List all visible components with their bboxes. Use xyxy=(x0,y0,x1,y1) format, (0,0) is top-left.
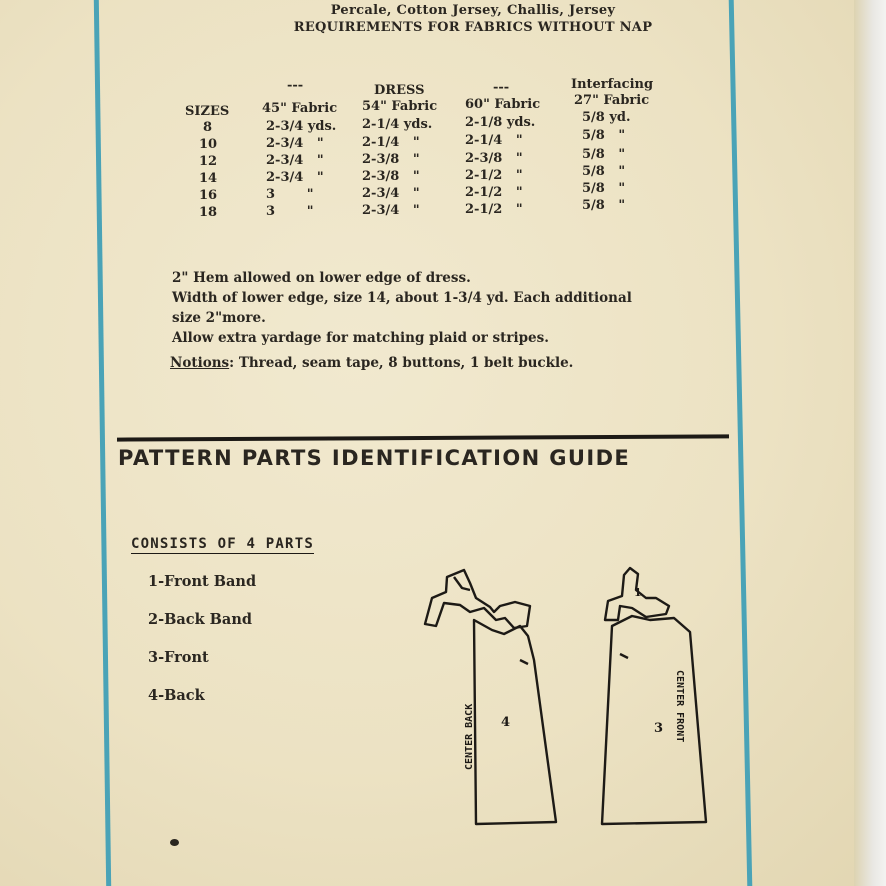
front-band-number: 1 xyxy=(634,586,642,599)
note-hem: 2" Hem allowed on lower edge of dress. xyxy=(172,270,471,286)
table-cell: 2-3/4 " xyxy=(266,136,324,151)
table-cell: 2-1/4 yds. xyxy=(362,117,433,132)
part-front: 3-Front xyxy=(148,649,209,666)
table-cell: 10 xyxy=(199,137,218,152)
center-front-label: CENTER FRONT xyxy=(674,670,685,743)
note-size: size 2"more. xyxy=(172,310,266,326)
table-cell: 2-3/8 " xyxy=(465,151,523,166)
table-cell: 2-3/8 " xyxy=(362,169,420,184)
table-cell: 12 xyxy=(199,154,218,169)
table-cell: 2-3/4 " xyxy=(266,153,324,168)
table-cell: 5/8 " xyxy=(582,128,626,143)
table-cell: 5/8 " xyxy=(582,147,626,162)
consists-heading: CONSISTS OF 4 PARTS xyxy=(131,536,314,552)
table-cell: 3 " xyxy=(266,187,314,202)
guide-title: PATTERN PARTS IDENTIFICATION GUIDE xyxy=(118,446,631,470)
interfacing-heading: Interfacing xyxy=(571,77,654,92)
col-27: 27" Fabric xyxy=(574,93,650,108)
front-dress-notch xyxy=(620,654,628,658)
table-cell: 2-1/2 " xyxy=(465,185,523,200)
col-54: 54" Fabric xyxy=(362,99,438,114)
col-60: 60" Fabric xyxy=(465,97,541,112)
front-dress-piece xyxy=(602,616,706,824)
table-cell: 2-1/4 " xyxy=(465,133,523,148)
table-cell: 5/8 " xyxy=(582,198,626,213)
table-cell: 18 xyxy=(199,205,218,220)
table-cell: 2-1/4 " xyxy=(362,135,420,150)
note-width: Width of lower edge, size 14, about 1-3/4 yd. Each additional xyxy=(172,290,632,306)
dress-heading: DRESS xyxy=(374,83,425,98)
ink-spot xyxy=(170,839,179,846)
front-piece-number: 3 xyxy=(654,721,664,736)
table-cell: 14 xyxy=(199,171,218,186)
table-cell: 2-3/4 yds. xyxy=(266,119,337,134)
center-back-label: CENTER BACK xyxy=(464,703,475,770)
col-45: 45" Fabric xyxy=(262,101,338,116)
table-cell: 5/8 " xyxy=(582,181,626,196)
table-cell: 2-1/2 " xyxy=(465,168,523,183)
fabric-list: Percale, Cotton Jersey, Challis, Jersey xyxy=(330,3,616,18)
part-back-band: 2-Back Band xyxy=(148,611,253,628)
table-cell: 2-3/4 " xyxy=(362,186,420,201)
col-sizes: SIZES xyxy=(185,104,230,119)
dress-dash-left: --- xyxy=(287,78,304,93)
requirements-heading: REQUIREMENTS FOR FABRICS WITHOUT NAP xyxy=(293,20,653,35)
table-cell: 2-3/8 " xyxy=(362,152,420,167)
dress-dash-right: --- xyxy=(493,80,510,95)
table-cell: 2-1/2 " xyxy=(465,202,523,217)
table-cell: 2-1/8 yds. xyxy=(465,115,536,130)
back-dress-piece xyxy=(474,620,556,824)
table-cell: 5/8 yd. xyxy=(582,110,631,125)
notions-label: Notions xyxy=(170,355,230,371)
notions-text: : Thread, seam tape, 8 buttons, 1 belt buckle. xyxy=(229,355,574,371)
part-back: 4-Back xyxy=(148,687,205,704)
back-dress-notch xyxy=(520,660,528,664)
table-cell: 2-3/4 " xyxy=(266,170,324,185)
part-front-band: 1-Front Band xyxy=(148,573,257,590)
table-cell: 3 " xyxy=(266,204,314,219)
table-cell: 2-3/4 " xyxy=(362,203,420,218)
table-cell: 8 xyxy=(203,120,213,135)
back-piece-number: 4 xyxy=(501,715,511,730)
note-plaid: Allow extra yardage for matching plaid or stripes. xyxy=(172,330,549,346)
back-band-shape xyxy=(425,570,530,628)
table-cell: 16 xyxy=(199,188,218,203)
table-cell: 5/8 " xyxy=(582,164,626,179)
